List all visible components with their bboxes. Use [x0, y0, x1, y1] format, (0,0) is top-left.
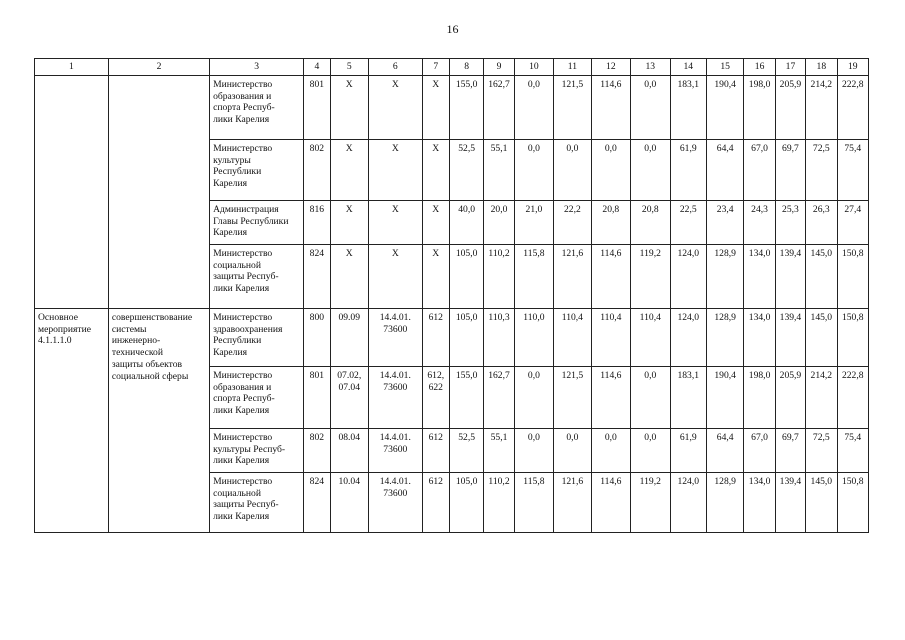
ministry-code-cell: 802: [304, 140, 330, 201]
description-cell: совершенствование системы инженерно- технической защиты объектов социальной сферы: [108, 309, 209, 533]
value-cell: 124,0: [670, 473, 706, 533]
value-cell: 110,4: [554, 309, 591, 367]
value-cell: 150,8: [837, 473, 869, 533]
column-header-12: 12: [591, 59, 630, 76]
section-code-cell: 07.02, 07.04: [330, 367, 368, 429]
target-article-cell: X: [368, 245, 422, 309]
value-cell: 110,0: [514, 309, 553, 367]
ministry-cell: Министерство культуры Республики Карелия: [210, 140, 304, 201]
value-cell: 124,0: [670, 309, 706, 367]
value-cell: 190,4: [706, 367, 743, 429]
target-article-cell: X: [368, 76, 422, 140]
column-header-8: 8: [449, 59, 483, 76]
value-cell: 121,5: [554, 367, 591, 429]
header-row: [35, 59, 869, 76]
value-cell: 150,8: [837, 309, 869, 367]
ministry-code-cell: 800: [304, 309, 330, 367]
value-cell: 162,7: [484, 367, 514, 429]
value-cell: 139,4: [775, 309, 805, 367]
value-cell: 114,6: [591, 473, 630, 533]
section-code-cell: 10.04: [330, 473, 368, 533]
value-cell: 105,0: [449, 309, 483, 367]
value-cell: 23,4: [706, 201, 743, 245]
value-cell: 222,8: [837, 76, 869, 140]
value-cell: 198,0: [744, 76, 775, 140]
target-article-cell: 14.4.01. 73600: [368, 309, 422, 367]
expense-type-cell: X: [422, 245, 449, 309]
value-cell: 26,3: [806, 201, 837, 245]
column-header-4: 4: [304, 59, 330, 76]
value-cell: 139,4: [775, 473, 805, 533]
target-article-cell: X: [368, 140, 422, 201]
value-cell: 214,2: [806, 76, 837, 140]
column-header-10: 10: [514, 59, 553, 76]
value-cell: 55,1: [484, 140, 514, 201]
value-cell: 115,8: [514, 245, 553, 309]
value-cell: 190,4: [706, 76, 743, 140]
value-cell: 183,1: [670, 76, 706, 140]
value-cell: 20,8: [591, 201, 630, 245]
column-header-13: 13: [631, 59, 670, 76]
ministry-cell: Министерство социальной защиты Респуб- лики Карелия: [210, 473, 304, 533]
value-cell: 64,4: [706, 429, 743, 473]
value-cell: 21,0: [514, 201, 553, 245]
value-cell: 205,9: [775, 76, 805, 140]
column-header-7: 7: [422, 59, 449, 76]
column-header-6: 6: [368, 59, 422, 76]
value-cell: 114,6: [591, 367, 630, 429]
column-header-14: 14: [670, 59, 706, 76]
column-header-1: 1: [35, 59, 109, 76]
value-cell: 119,2: [631, 245, 670, 309]
value-cell: 128,9: [706, 309, 743, 367]
ministry-code-cell: 802: [304, 429, 330, 473]
target-article-cell: 14.4.01. 73600: [368, 367, 422, 429]
value-cell: 69,7: [775, 140, 805, 201]
value-cell: 110,4: [631, 309, 670, 367]
section-code-cell: X: [330, 245, 368, 309]
ministry-cell: Администрация Главы Республики Карелия: [210, 201, 304, 245]
value-cell: 67,0: [744, 140, 775, 201]
ministry-code-cell: 824: [304, 473, 330, 533]
value-cell: 145,0: [806, 309, 837, 367]
value-cell: 214,2: [806, 367, 837, 429]
column-header-11: 11: [554, 59, 591, 76]
value-cell: 114,6: [591, 245, 630, 309]
ministry-cell: Министерство здравоохранения Республики Карелия: [210, 309, 304, 367]
value-cell: 198,0: [744, 367, 775, 429]
column-header-2: 2: [108, 59, 209, 76]
value-cell: 183,1: [670, 367, 706, 429]
value-cell: 121,6: [554, 473, 591, 533]
ministry-cell: Министерство образования и спорта Респуб- лики Карелия: [210, 76, 304, 140]
value-cell: 72,5: [806, 140, 837, 201]
value-cell: 110,2: [484, 245, 514, 309]
value-cell: 0,0: [514, 140, 553, 201]
target-article-cell: X: [368, 201, 422, 245]
value-cell: 121,5: [554, 76, 591, 140]
activity-cell: [35, 76, 109, 309]
column-header-18: 18: [806, 59, 837, 76]
value-cell: 145,0: [806, 473, 837, 533]
value-cell: 0,0: [554, 429, 591, 473]
table-row: [35, 309, 869, 367]
value-cell: 55,1: [484, 429, 514, 473]
value-cell: 0,0: [631, 429, 670, 473]
value-cell: 22,2: [554, 201, 591, 245]
value-cell: 119,2: [631, 473, 670, 533]
value-cell: 61,9: [670, 429, 706, 473]
section-code-cell: 08.04: [330, 429, 368, 473]
value-cell: 69,7: [775, 429, 805, 473]
value-cell: 0,0: [514, 76, 553, 140]
table-body: [35, 59, 869, 533]
value-cell: 75,4: [837, 429, 869, 473]
value-cell: 121,6: [554, 245, 591, 309]
ministry-code-cell: 801: [304, 76, 330, 140]
activity-cell: Основное мероприятие 4.1.1.1.0: [35, 309, 109, 533]
ministry-code-cell: 816: [304, 201, 330, 245]
column-header-3: 3: [210, 59, 304, 76]
value-cell: 20,8: [631, 201, 670, 245]
value-cell: 150,8: [837, 245, 869, 309]
value-cell: 222,8: [837, 367, 869, 429]
value-cell: 0,0: [591, 429, 630, 473]
value-cell: 0,0: [514, 429, 553, 473]
target-article-cell: 14.4.01. 73600: [368, 473, 422, 533]
section-code-cell: X: [330, 140, 368, 201]
value-cell: 25,3: [775, 201, 805, 245]
value-cell: 61,9: [670, 140, 706, 201]
value-cell: 162,7: [484, 76, 514, 140]
ministry-cell: Министерство социальной защиты Респуб- лики Карелия: [210, 245, 304, 309]
value-cell: 115,8: [514, 473, 553, 533]
value-cell: 110,3: [484, 309, 514, 367]
expense-type-cell: 612: [422, 429, 449, 473]
value-cell: 205,9: [775, 367, 805, 429]
value-cell: 0,0: [554, 140, 591, 201]
value-cell: 128,9: [706, 245, 743, 309]
value-cell: 134,0: [744, 473, 775, 533]
expense-type-cell: X: [422, 201, 449, 245]
value-cell: 22,5: [670, 201, 706, 245]
value-cell: 110,2: [484, 473, 514, 533]
ministry-code-cell: 824: [304, 245, 330, 309]
column-header-17: 17: [775, 59, 805, 76]
expense-type-cell: 612: [422, 473, 449, 533]
target-article-cell: 14.4.01. 73600: [368, 429, 422, 473]
value-cell: 139,4: [775, 245, 805, 309]
value-cell: 0,0: [514, 367, 553, 429]
column-header-15: 15: [706, 59, 743, 76]
value-cell: 24,3: [744, 201, 775, 245]
value-cell: 27,4: [837, 201, 869, 245]
section-code-cell: X: [330, 76, 368, 140]
value-cell: 105,0: [449, 473, 483, 533]
section-code-cell: 09.09: [330, 309, 368, 367]
value-cell: 155,0: [449, 76, 483, 140]
expense-type-cell: 612: [422, 309, 449, 367]
value-cell: 0,0: [631, 76, 670, 140]
value-cell: 155,0: [449, 367, 483, 429]
value-cell: 105,0: [449, 245, 483, 309]
value-cell: 0,0: [631, 140, 670, 201]
budget-table: [34, 58, 869, 533]
table-row: [35, 76, 869, 140]
value-cell: 110,4: [591, 309, 630, 367]
value-cell: 0,0: [631, 367, 670, 429]
page-number: 16: [446, 22, 459, 36]
ministry-cell: Министерство культуры Респуб- лики Карелия: [210, 429, 304, 473]
value-cell: 52,5: [449, 140, 483, 201]
description-cell: [108, 76, 209, 309]
value-cell: 67,0: [744, 429, 775, 473]
ministry-cell: Министерство образования и спорта Респуб- лики Карелия: [210, 367, 304, 429]
column-header-19: 19: [837, 59, 869, 76]
value-cell: 114,6: [591, 76, 630, 140]
column-header-16: 16: [744, 59, 775, 76]
section-code-cell: X: [330, 201, 368, 245]
column-header-9: 9: [484, 59, 514, 76]
expense-type-cell: X: [422, 140, 449, 201]
value-cell: 128,9: [706, 473, 743, 533]
value-cell: 75,4: [837, 140, 869, 201]
value-cell: 20,0: [484, 201, 514, 245]
column-header-5: 5: [330, 59, 368, 76]
value-cell: 52,5: [449, 429, 483, 473]
expense-type-cell: 612, 622: [422, 367, 449, 429]
value-cell: 64,4: [706, 140, 743, 201]
value-cell: 0,0: [591, 140, 630, 201]
ministry-code-cell: 801: [304, 367, 330, 429]
value-cell: 134,0: [744, 245, 775, 309]
value-cell: 124,0: [670, 245, 706, 309]
expense-type-cell: X: [422, 76, 449, 140]
value-cell: 40,0: [449, 201, 483, 245]
value-cell: 134,0: [744, 309, 775, 367]
value-cell: 72,5: [806, 429, 837, 473]
value-cell: 145,0: [806, 245, 837, 309]
